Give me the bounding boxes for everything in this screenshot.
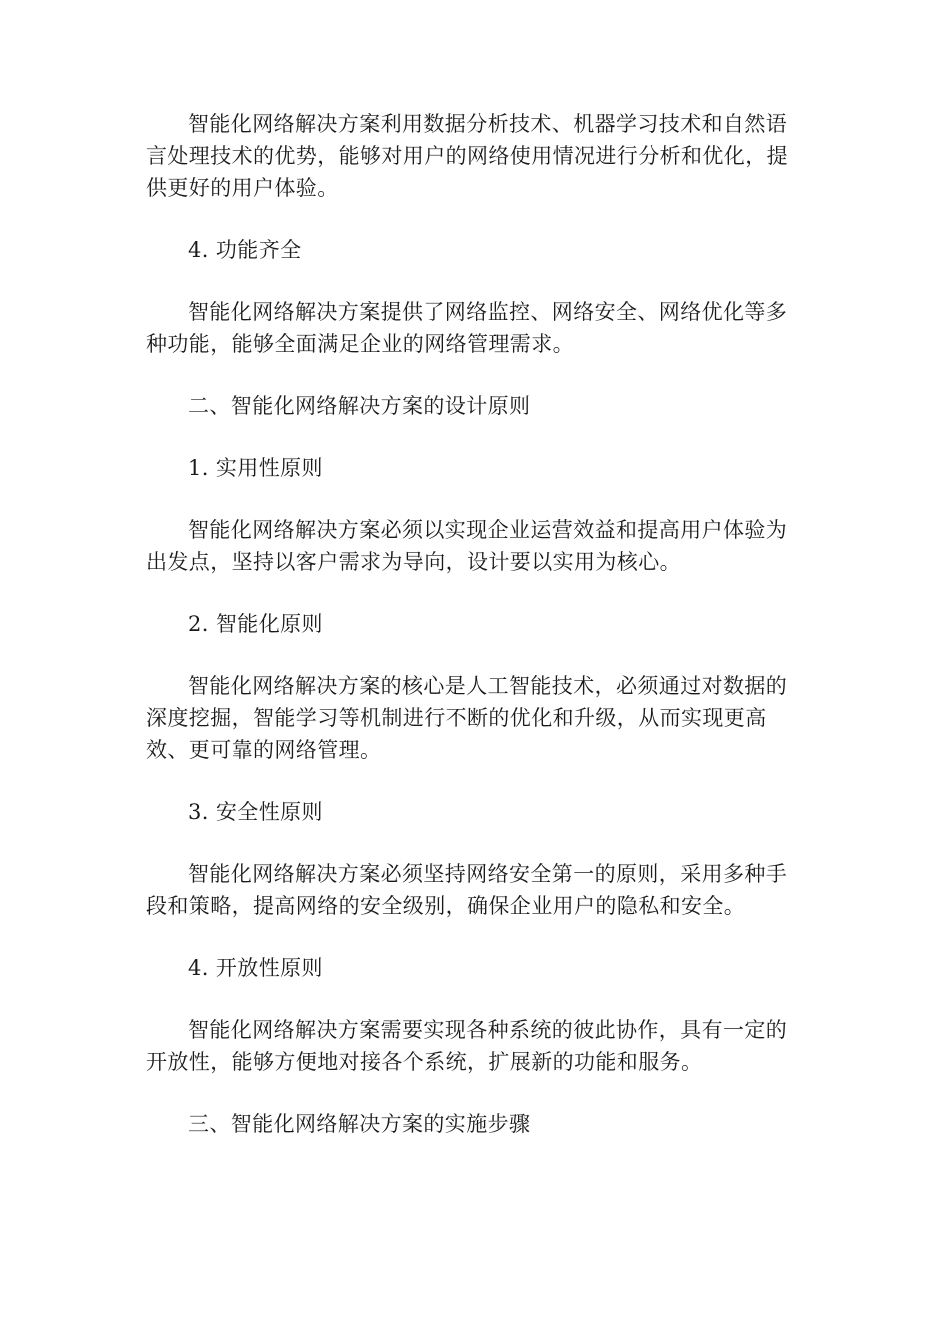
- heading-openness-principle: 4. 开放性原则: [188, 956, 323, 980]
- paragraph-openness-principle: 智能化网络解决方案需要实现各种系统的彼此协作，具有一定的开放性，能够方便地对接各个系统，扩展新的功能和服务。: [146, 1018, 788, 1074]
- paragraph-intelligence-principle: 智能化网络解决方案的核心是人工智能技术，必须通过对数据的深度挖掘，智能学习等机制进行不断的优化和升级，从而实现更高效、更可靠的网络管理。: [146, 674, 788, 762]
- heading-practicality-principle: 1. 实用性原则: [188, 456, 323, 480]
- paragraph-ai-advantages: 智能化网络解决方案利用数据分析技术、机器学习技术和自然语言处理技术的优势，能够对用户的网络使用情况进行分析和优化，提供更好的用户体验。: [146, 112, 788, 200]
- heading-security-principle: 3. 安全性原则: [188, 800, 323, 824]
- paragraph-full-features: 智能化网络解决方案提供了网络监控、网络安全、网络优化等多种功能，能够全面满足企业的网络管理需求。: [146, 300, 788, 356]
- heading-full-features: 4. 功能齐全: [188, 238, 302, 262]
- paragraph-security-principle: 智能化网络解决方案必须坚持网络安全第一的原则，采用多种手段和策略，提高网络的安全级别，确保企业用户的隐私和安全。: [146, 862, 788, 918]
- paragraph-practicality-principle: 智能化网络解决方案必须以实现企业运营效益和提高用户体验为出发点，坚持以客户需求为导向，设计要以实用为核心。: [146, 518, 788, 574]
- heading-intelligence-principle: 2. 智能化原则: [188, 612, 323, 636]
- section-heading-design-principles: 二、智能化网络解决方案的设计原则: [188, 394, 531, 418]
- section-heading-implementation-steps: 三、智能化网络解决方案的实施步骤: [188, 1112, 531, 1136]
- document-body: [146, 108, 806, 1170]
